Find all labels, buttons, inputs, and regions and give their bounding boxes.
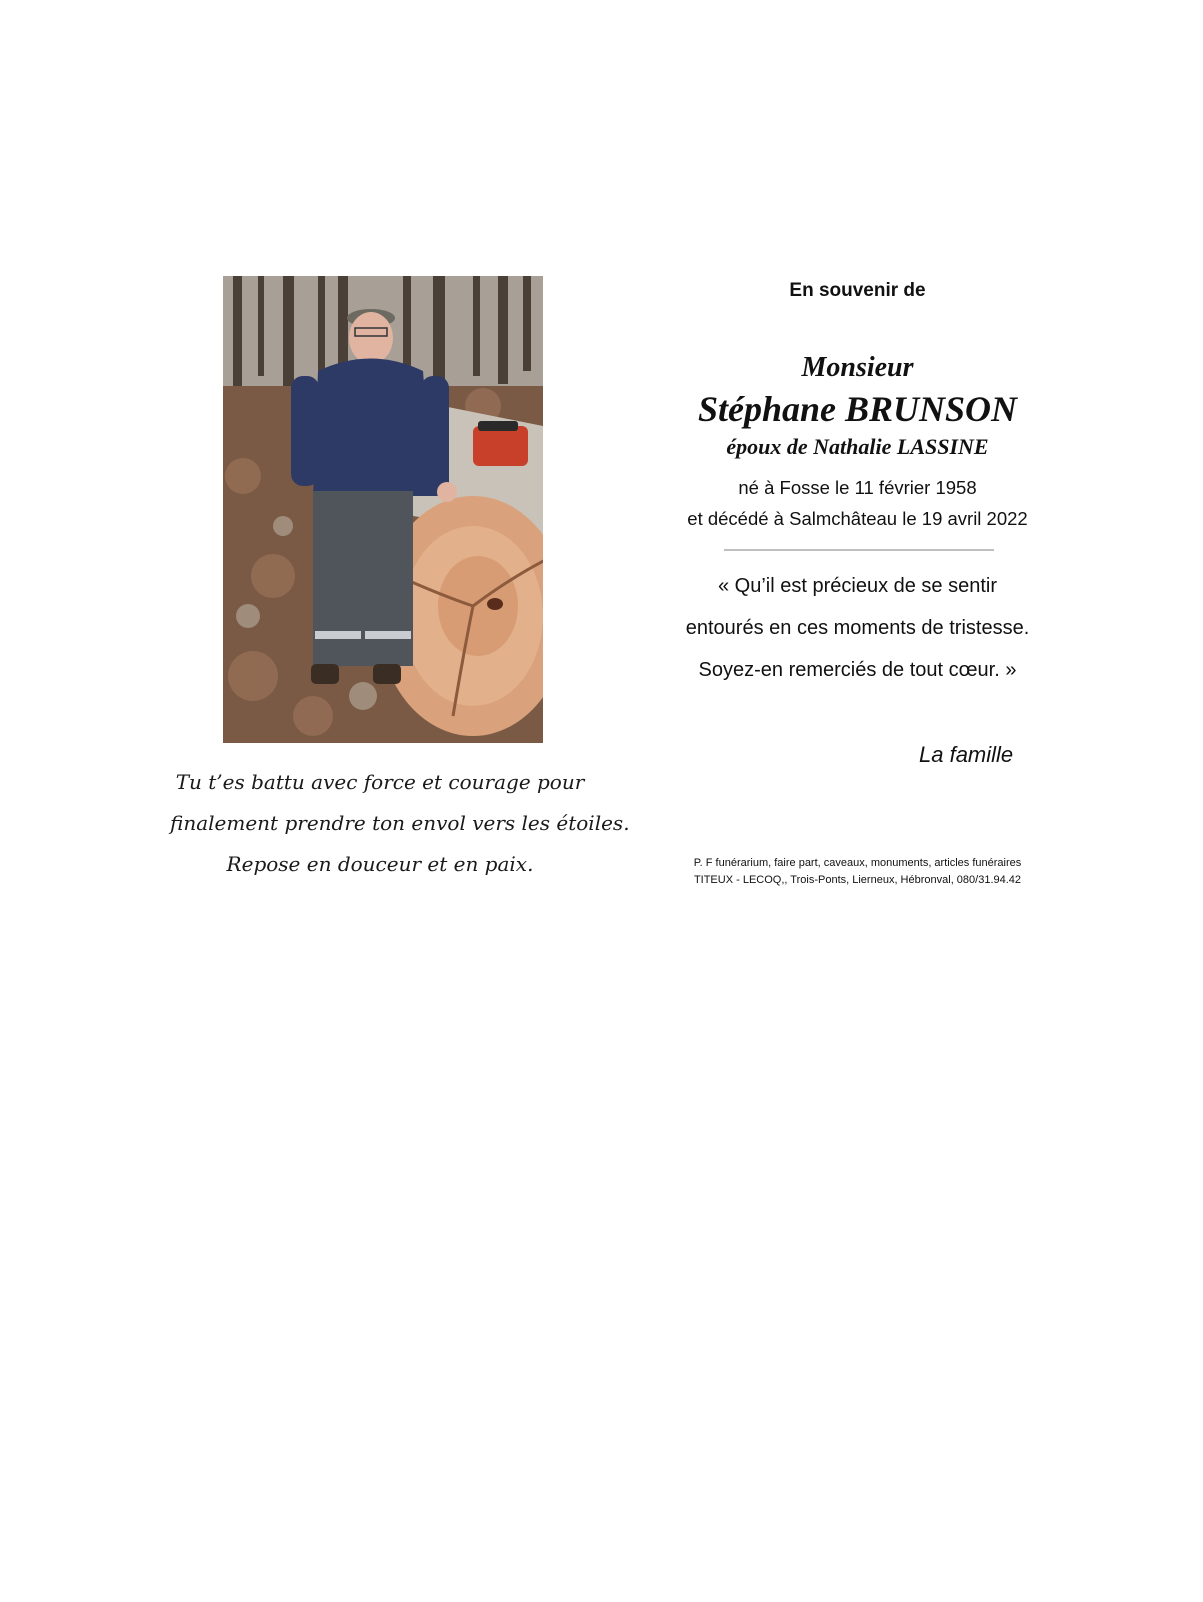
- quote-line: Soyez-en remerciés de tout cœur. »: [698, 659, 1017, 681]
- family-signature: La famille: [919, 742, 1014, 767]
- spouse-line: époux de Nathalie LASSINE: [726, 434, 989, 459]
- divider: [724, 549, 994, 551]
- footer-line: TITEUX - LECOQ,, Trois-Ponts, Lierneux, Hébronval, 080/31.94.42: [693, 874, 1022, 886]
- quote-line: « Qu’il est précieux de se sentir: [717, 575, 998, 597]
- portrait-photo: [223, 276, 543, 743]
- deceased-name-block: [655, 348, 1060, 464]
- poem-line: Repose en douceur et en paix.: [226, 852, 534, 876]
- birth-line: né à Fosse le 11 février 1958: [738, 477, 977, 498]
- thanks-quote: [655, 565, 1060, 691]
- death-line: et décédé à Salmchâteau le 19 avril 2022: [687, 508, 1028, 529]
- footer-line: P. F funérarium, faire part, caveaux, monuments, articles funéraires: [693, 857, 1022, 869]
- honorific: Monsieur: [801, 352, 914, 383]
- memorial-poem: [170, 762, 630, 885]
- heading: En souvenir de: [789, 280, 926, 301]
- funeral-home-footer: [655, 855, 1060, 889]
- deceased-name: Stéphane BRUNSON: [697, 389, 1018, 429]
- life-dates: [655, 472, 1060, 534]
- poem-line: Tu t’es battu avec force et courage pour: [175, 770, 585, 794]
- portrait-illustration: [223, 276, 543, 743]
- quote-line: entourés en ces moments de tristesse.: [685, 617, 1030, 639]
- poem-line: finalement prendre ton envol vers les étoiles.: [170, 811, 630, 835]
